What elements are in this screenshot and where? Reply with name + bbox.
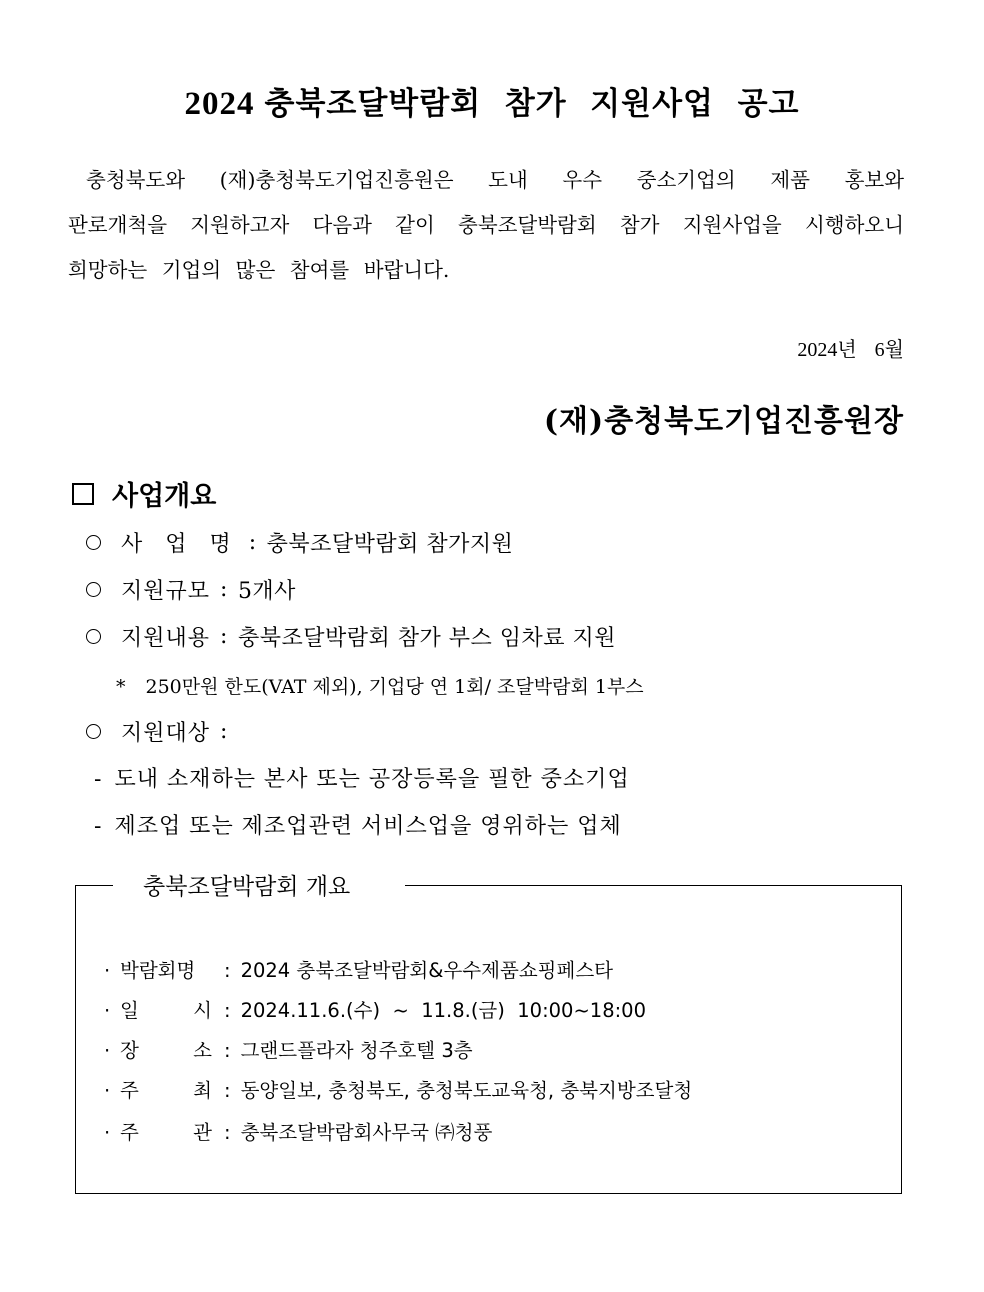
dot-bullet: · [104, 1121, 111, 1144]
dot-bullet: · [104, 959, 111, 982]
colon: : [220, 577, 228, 602]
item-support-content [86, 621, 616, 652]
item-value: 충북조달박람회 참가지원 [266, 532, 514, 557]
item-value: 5개사 [237, 579, 296, 604]
colon: : [224, 999, 231, 1022]
box-border-top-right [405, 885, 902, 886]
page-title [0, 78, 984, 123]
support-note [116, 672, 644, 699]
row-value: 동양일보, 충청북도, 충청북도교육청, 충북지방조달청 [240, 1079, 693, 1102]
item-support-target [86, 716, 238, 747]
row-key [120, 995, 212, 1023]
note-marker: * [116, 676, 126, 698]
dot-bullet: · [104, 1079, 111, 1102]
expo-row-organizer [104, 1117, 492, 1145]
colon: : [224, 1079, 231, 1102]
colon: : [220, 719, 228, 744]
section-heading [72, 474, 216, 513]
row-key [120, 1075, 212, 1103]
row-key-b: 소 [193, 1039, 212, 1062]
row-value: 2024.11.6.(수) ~ 11.8.(금) 10:00~18:00 [240, 999, 647, 1022]
row-value: 2024 충북조달박람회&우수제품쇼핑페스타 [240, 959, 614, 982]
intro-line-2: 판로개척을 지원하고자 다음과 같이 충북조달박람회 참가 지원사업을 시행하오니 [68, 213, 904, 237]
item-support-scale [86, 574, 296, 605]
target-item-1 [94, 762, 630, 793]
title-text: 충북조달박람회 참가 지원사업 공고 [264, 86, 800, 122]
circle-bullet-icon [86, 582, 101, 597]
title-year: 2024 [184, 86, 255, 122]
colon: : [224, 1039, 231, 1062]
target-text: 도내 소재하는 본사 또는 공장등록을 필한 중소기업 [114, 767, 630, 792]
intro-line-1: 충청북도와 (재)충청북도기업진흥원은 도내 우수 중소기업의 제품 홍보와 [86, 168, 904, 192]
expo-row-name [104, 955, 613, 983]
note-text: 250만원 한도(VAT 제외), 기업당 연 1회/ 조달박람회 1부스 [145, 676, 644, 698]
colon: : [248, 530, 257, 555]
row-key-a: 일 [120, 999, 139, 1022]
intro-line-3: 희망하는 기업의 많은 참여를 바랍니다. [68, 258, 450, 282]
item-label: 지원규모 [121, 579, 211, 604]
square-bullet-icon [72, 483, 94, 505]
row-key [120, 1035, 212, 1063]
dash-bullet: - [94, 814, 103, 839]
section-title: 사업개요 [112, 481, 217, 512]
item-value: 충북조달박람회 참가 부스 임차료 지원 [237, 626, 616, 651]
dash-bullet: - [94, 767, 103, 792]
item-label: 사 업 명 [121, 532, 239, 557]
target-item-2 [94, 809, 622, 840]
announcement-date [797, 333, 904, 362]
row-key-b: 최 [193, 1079, 212, 1102]
intro-paragraph [68, 158, 904, 293]
item-label: 지원대상 [121, 721, 211, 746]
row-key-a: 주 [120, 1121, 139, 1144]
target-text: 제조업 또는 제조업관련 서비스업을 영위하는 업체 [114, 814, 622, 839]
date-year: 2024년 [797, 339, 857, 361]
row-key [120, 1117, 212, 1145]
row-key-text: 박람회명 [120, 959, 196, 982]
row-key [120, 955, 212, 983]
expo-row-date [104, 995, 646, 1023]
row-key-b: 시 [193, 999, 212, 1022]
expo-row-venue [104, 1035, 473, 1063]
circle-bullet-icon [86, 535, 101, 550]
item-label: 지원내용 [121, 626, 211, 651]
row-key-b: 관 [193, 1121, 212, 1144]
row-key-a: 장 [120, 1039, 139, 1062]
dot-bullet: · [104, 1039, 111, 1062]
dot-bullet: · [104, 999, 111, 1022]
colon: : [220, 624, 228, 649]
expo-box-legend: 충북조달박람회 개요 [143, 874, 351, 900]
expo-row-host [104, 1075, 692, 1103]
circle-bullet-icon [86, 724, 101, 739]
date-month: 6월 [874, 339, 904, 361]
row-value: 충북조달박람회사무국 ㈜청풍 [240, 1121, 493, 1144]
colon: : [224, 959, 231, 982]
row-value: 그랜드플라자 청주호텔 3층 [240, 1039, 473, 1062]
signer: (재)충청북도기업진흥원장 [543, 404, 904, 439]
box-border-top-left [75, 885, 113, 886]
item-business-name [86, 527, 513, 558]
colon: : [224, 1121, 231, 1144]
row-key-a: 주 [120, 1079, 139, 1102]
circle-bullet-icon [86, 629, 101, 644]
